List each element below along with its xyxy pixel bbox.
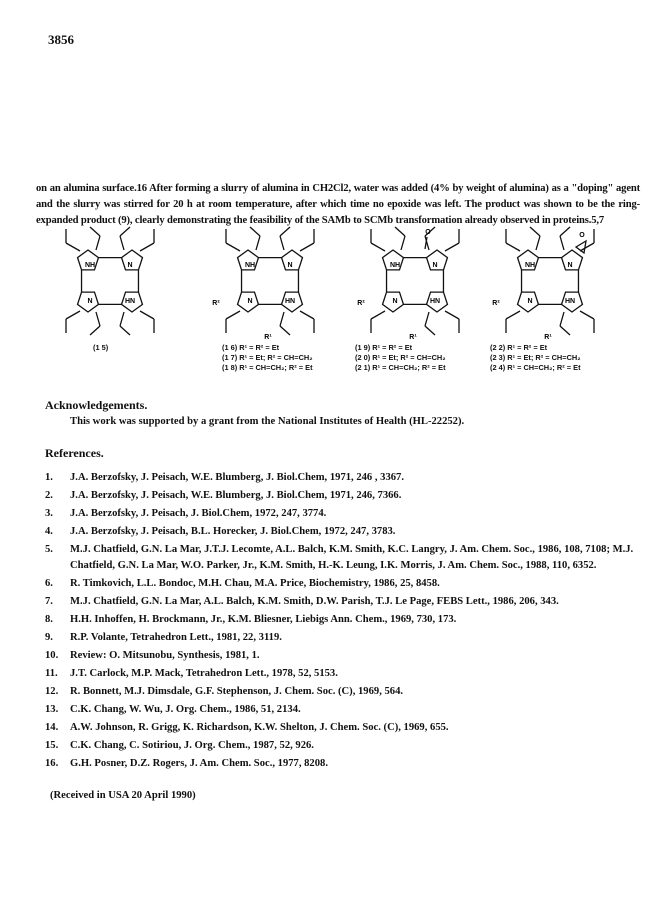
- caption-line: (2 3) R¹ = Et; R² = CH=CH₂: [490, 353, 581, 362]
- nh-label: HN: [284, 298, 296, 305]
- references-heading: References.: [45, 446, 104, 460]
- reference-text: J.T. Carlock, M.P. Mack, Tetrahedron Lett., 1978, 52, 5153.: [70, 668, 338, 679]
- reference-number: 2.: [45, 490, 53, 501]
- nh-label: HN: [124, 298, 136, 305]
- reference-item: [45, 576, 645, 592]
- nh-label: NH: [244, 262, 256, 269]
- substituent-r1-label: R¹: [409, 334, 417, 341]
- nh-label: HN: [564, 298, 576, 305]
- reference-number: 10.: [45, 650, 59, 661]
- reference-item: [45, 524, 645, 540]
- reference-item: [45, 684, 645, 700]
- reference-item: [45, 702, 645, 718]
- reference-text: A.W. Johnson, R. Grigg, K. Richardson, K.W. Shelton, J. Chem. Soc. (C), 1969, 655.: [70, 722, 449, 733]
- caption-line: (2 2) R¹ = R² = Et: [490, 343, 548, 352]
- caption-structure-16-18: [222, 343, 313, 373]
- substituent-r1-label: R¹: [544, 334, 552, 341]
- caption-line: (1 6) R¹ = R² = Et: [222, 343, 280, 352]
- caption-structure-15: [93, 343, 108, 353]
- reference-item: [45, 470, 645, 486]
- nh-label: NH: [524, 262, 536, 269]
- substituent-r2-label: R²: [492, 300, 500, 307]
- caption-line: (1 7) R¹ = Et; R² = CH=CH₂: [222, 353, 313, 362]
- structures-figure: [40, 225, 640, 377]
- n-label: N: [127, 262, 133, 269]
- porphyrin-structure-22-24: [480, 225, 620, 341]
- reference-text: M.J. Chatfield, G.N. La Mar, J.T.J. Lecomte, A.L. Balch, K.M. Smith, K.C. Langry, J. Am. Chem. Soc., 1986, 108, 7108; M.J. Chatfield, G.N. La Mar, W.O. Parker, Jr., K.M. Smith, H.-K. Leung, I.K. Morris, J. Am. Chem. Soc., 1988, 110, 6352.: [70, 544, 634, 571]
- reference-item: [45, 542, 645, 574]
- reference-number: 7.: [45, 596, 53, 607]
- page-number: 3856: [48, 32, 74, 47]
- reference-number: 6.: [45, 578, 53, 589]
- reference-number: 5.: [45, 544, 53, 555]
- oxygen-label: O: [425, 229, 431, 236]
- reference-number: 3.: [45, 508, 53, 519]
- acknowledgements-heading: Acknowledgements.: [45, 398, 148, 412]
- porphyrin-structure-19-21: [345, 225, 485, 341]
- reference-number: 1.: [45, 472, 53, 483]
- reference-text: M.J. Chatfield, G.N. La Mar, A.L. Balch, K.M. Smith, D.W. Parish, T.J. Le Page, FEBS Lett., 1986, 206, 343.: [70, 596, 559, 607]
- reference-text: J.A. Berzofsky, J. Peisach, W.E. Blumberg, J. Biol.Chem, 1971, 246 , 3367.: [70, 472, 405, 483]
- reference-text: C.K. Chang, C. Sotiriou, J. Org. Chem., 1987, 52, 926.: [70, 740, 314, 751]
- reference-item: [45, 594, 645, 610]
- substituent-r2-label: R²: [212, 300, 220, 307]
- n-label: N: [287, 262, 293, 269]
- n-label: N: [247, 298, 253, 305]
- reference-number: 13.: [45, 704, 59, 715]
- reference-number: 9.: [45, 632, 53, 643]
- substituent-r1-label: R¹: [264, 334, 272, 341]
- caption-line: (2 1) R¹ = CH=CH₂; R² = Et: [355, 363, 446, 372]
- references-list: [45, 470, 645, 774]
- reference-text: R. Timkovich, L.L. Bondoc, M.H. Chau, M.A. Price, Biochemistry, 1986, 25, 8458.: [70, 578, 440, 589]
- caption-line: (1 8) R¹ = CH=CH₂; R² = Et: [222, 363, 313, 372]
- reference-text: R. Bonnett, M.J. Dimsdale, G.F. Stephenson, J. Chem. Soc. (C), 1969, 564.: [70, 686, 404, 697]
- intro-text: on an alumina surface.16 After forming a slurry of alumina in CH2Cl2, water was added (4% by weight of alumina) as a "doping" agent and the slurry was stirred for 20 h at room temperature, after which time no epoxide was left. The product was shown to be the ring-expanded product (9), clearly demonstrating the feasibility of the SAMb to SCMb transformation already observed in proteins.5,7: [36, 183, 640, 226]
- reference-item: [45, 756, 645, 772]
- reference-text: G.H. Posner, D.Z. Rogers, J. Am. Chem. Soc., 1977, 8208.: [70, 758, 328, 769]
- reference-text: J.A. Berzofsky, J. Peisach, J. Biol.Chem, 1972, 247, 3774.: [70, 508, 327, 519]
- reference-text: Review: O. Mitsunobu, Synthesis, 1981, 1.: [70, 650, 260, 661]
- caption-line: (2 0) R¹ = Et; R² = CH=CH₂: [355, 353, 446, 362]
- reference-item: [45, 738, 645, 754]
- reference-item: [45, 648, 645, 664]
- received-date: (Received in USA 20 April 1990): [50, 790, 196, 801]
- substituent-r2-label: R²: [357, 300, 365, 307]
- reference-number: 16.: [45, 758, 59, 769]
- nh-label: NH: [389, 262, 401, 269]
- nh-label: HN: [429, 298, 441, 305]
- reference-text: H.H. Inhoffen, H. Brockmann, Jr., K.M. Bliesner, Liebigs Ann. Chem., 1969, 730, 173.: [70, 614, 457, 625]
- reference-number: 4.: [45, 526, 53, 537]
- caption-structure-19-21: [355, 343, 446, 373]
- reference-item: [45, 488, 645, 504]
- n-label: N: [392, 298, 398, 305]
- caption-line: (1 9) R¹ = R² = Et: [355, 343, 413, 352]
- porphyrin-structure-16-18: [200, 225, 340, 341]
- reference-item: [45, 720, 645, 736]
- reference-number: 12.: [45, 686, 59, 697]
- reference-text: J.A. Berzofsky, J. Peisach, W.E. Blumberg, J. Biol.Chem, 1971, 246, 7366.: [70, 490, 402, 501]
- reference-number: 8.: [45, 614, 53, 625]
- reference-item: [45, 506, 645, 522]
- reference-number: 15.: [45, 740, 59, 751]
- caption-structure-22-24: [490, 343, 581, 373]
- nh-label: NH: [84, 262, 96, 269]
- reference-text: R.P. Volante, Tetrahedron Lett., 1981, 22, 3119.: [70, 632, 282, 643]
- n-label: N: [432, 262, 438, 269]
- reference-text: J.A. Berzofsky, J. Peisach, B.L. Horecker, J. Biol.Chem, 1972, 247, 3783.: [70, 526, 396, 537]
- porphyrin-structure-15: [40, 225, 180, 337]
- oxygen-label: O: [579, 232, 585, 239]
- reference-item: [45, 630, 645, 646]
- reference-number: 14.: [45, 722, 59, 733]
- acknowledgements-text: This work was supported by a grant from the National Institutes of Health (HL-22252).: [70, 416, 465, 427]
- n-label: N: [567, 262, 573, 269]
- reference-item: [45, 666, 645, 682]
- caption-line: (1 5): [93, 343, 109, 352]
- intro-paragraph: [36, 181, 640, 229]
- reference-item: [45, 612, 645, 628]
- reference-number: 11.: [45, 668, 58, 679]
- n-label: N: [87, 298, 93, 305]
- n-label: N: [527, 298, 533, 305]
- caption-line: (2 4) R¹ = CH=CH₂; R² = Et: [490, 363, 581, 372]
- reference-text: C.K. Chang, W. Wu, J. Org. Chem., 1986, 51, 2134.: [70, 704, 301, 715]
